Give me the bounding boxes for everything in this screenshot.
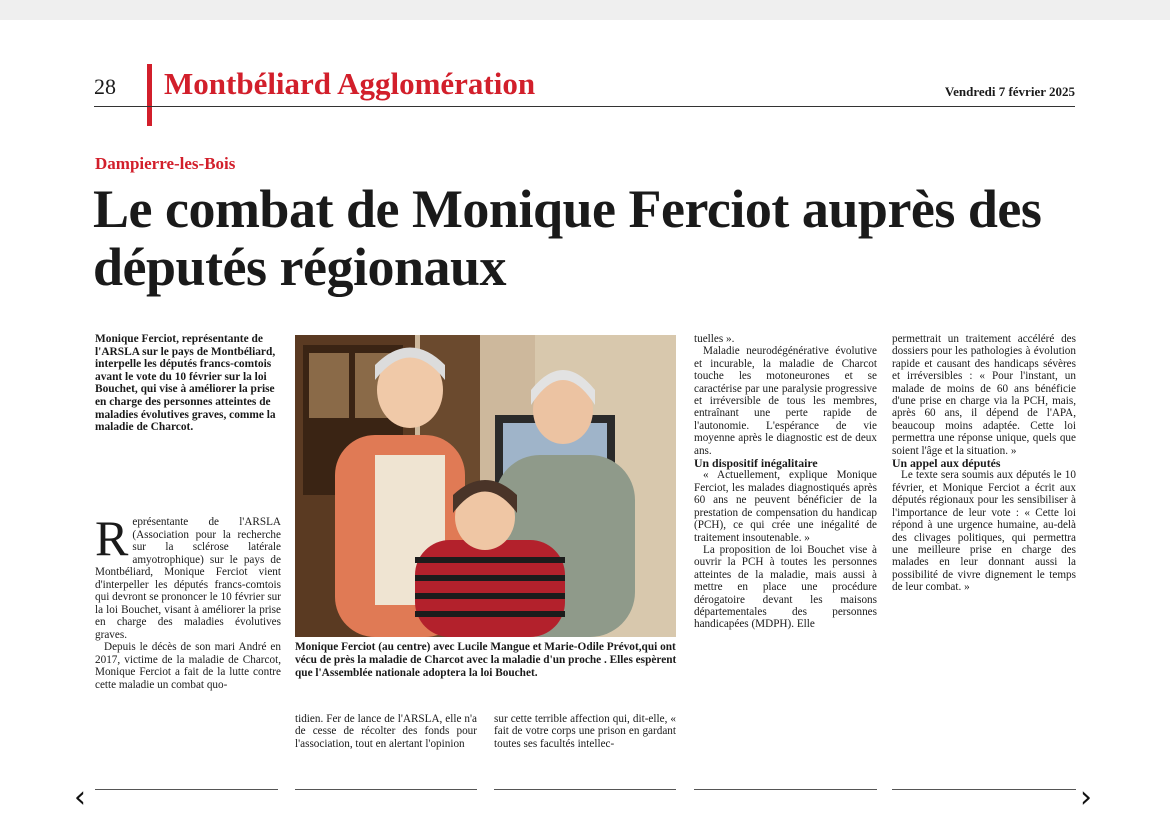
col4-paragraph-4: La proposition de loi Bouchet vise à ouvrir la PCH à toutes les personnes atteintes de la maladie, mais aussi à mettre en place une procédure dérogatoire devant les maisons départementales des personnes handicapées (MDPH). Elle — [694, 543, 877, 631]
section-red-rule — [147, 64, 152, 126]
photo-illustration — [295, 335, 676, 637]
article-chapo: Monique Ferciot, représentante de l'ARSLA sur le pays de Montbéliard, interpelle les députés francs-comtois avant le vote du 10 février sur la loi Bouchet, qui vise à améliorer la prise en charge des personnes atteintes de maladies évolutives graves, comme la maladie de Charcot. — [95, 333, 276, 434]
article-photo — [295, 335, 676, 637]
subhead-inegalitaire: Un dispositif inégalitaire — [694, 456, 818, 471]
col4-paragraph-3: « Actuellement, explique Monique Ferciot, les malades diagnostiqués après 60 ans ne peuvent bénéficier de la prestation de compensation du handicap (PCH), ce qui crée une inégalité de traitement insoutenable. » — [694, 469, 877, 544]
viewer-top-bar — [0, 0, 1170, 20]
subhead-appel: Un appel aux députés — [892, 456, 1001, 471]
issue-date: Vendredi 7 février 2025 — [944, 84, 1075, 99]
col3-text: sur cette terrible affection qui, dit-elle, « fait de votre corps une prison en gardant toutes ses facultés intellec- — [494, 713, 676, 750]
article-column-5 — [892, 333, 1076, 594]
article-headline: Le combat de Monique Ferciot auprès des députés régionaux — [93, 179, 1042, 297]
article-kicker: Dampierre-les-Bois — [95, 154, 236, 173]
bottom-rule-2 — [295, 789, 477, 790]
article-column-2 — [295, 713, 477, 750]
col2-text: tidien. Fer de lance de l'ARSLA, elle n'a de cesse de récolter des fonds pour l'association, tout en alertant l'opinion — [295, 713, 477, 750]
header-divider — [94, 106, 1075, 107]
bottom-rule-1 — [95, 789, 278, 790]
article-column-4 — [694, 333, 877, 631]
bottom-rule-3 — [494, 789, 676, 790]
col1-paragraph-2: Depuis le décès de son mari André en 2017, victime de la maladie de Charcot, Monique Ferciot a fait de la lutte contre cette maladie un combat quo- — [95, 641, 281, 691]
page-number: 28 — [94, 74, 116, 99]
col5-paragraph-1: permettrait un traitement accéléré des dossiers pour les pathologies à évolution rapide et causant des handicaps sévères et irréversibles : « Pour l'instant, un malade de moins de 60 ans bénéficie d'une prise en charge via la PCH, mais, après 60 ans, il dépend de l'APA, beaucoup moins adaptée. Cette loi permettra une réponse unique, quels que soient l'âge et la situation. » — [892, 333, 1076, 457]
section-title: Montbéliard Agglomération — [164, 66, 536, 101]
photo-caption: Monique Ferciot (au centre) avec Lucile Mangue et Marie-Odile Prévot,qui ont vécu de près la maladie de Charcot avec la maladie d'un proche . Elles espèrent que l'Assemblée nationale adoptera la loi Bouchet. — [295, 641, 677, 680]
drop-cap: R — [95, 510, 129, 566]
col1-paragraph-1: eprésentante de l'ARSLA (Association pour la recherche sur la sclérose latérale amyotrophique) sur le pays de Montbéliard, Monique Ferciot vient d'interpeller les députés francs-comtois qui devront se prononcer le 10 février sur la loi Bouchet, visant à améliorer la prise en charge des maladies évolutives graves. — [95, 516, 281, 641]
col5-paragraph-2: Le texte sera soumis aux députés le 10 février, et Monique Ferciot a écrit aux députés régionaux pour les sensibiliser à l'importance de leur vote : « Cette loi répond à une urgence humaine, au-delà des clivages politiques, qui permettra une meilleure prise en charge des malades en leur donnant aussi la possibilité de vivre dignement le temps de leur combat. » — [892, 469, 1076, 594]
bottom-rule-4 — [694, 789, 877, 790]
col4-paragraph-2: Maladie neurodégénérative évolutive et incurable, la maladie de Charcot touche les motoneurones et se caractérise par une paralysie progressive et irréversible de tous les membres, entraînant une perte rapide de l'autonomie. L'espérance de vie moyenne après le diagnostic est de deux ans. — [694, 345, 877, 457]
col4-paragraph-1: tuelles ». — [694, 333, 735, 345]
next-page-chevron-icon[interactable]: › — [1080, 780, 1092, 815]
bottom-rule-5 — [892, 789, 1076, 790]
article-column-3 — [494, 713, 676, 750]
article-column-1 — [95, 510, 281, 691]
previous-page-chevron-icon[interactable]: ‹ — [74, 780, 86, 815]
